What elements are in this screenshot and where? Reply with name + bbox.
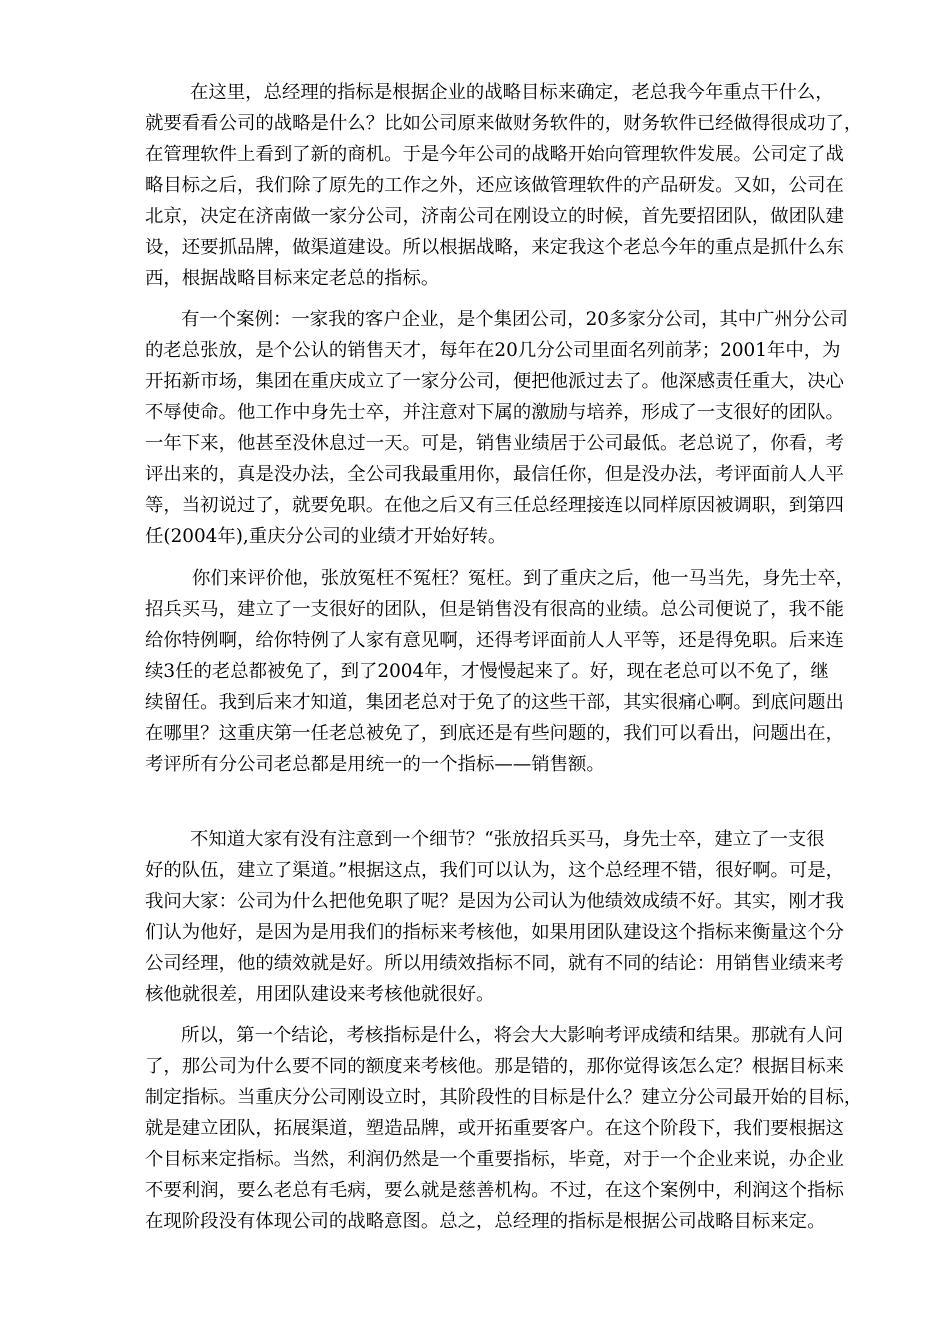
text-line: 你们来评价他，张放冤枉不冤枉？冤枉。到了重庆之后，他一马当先，身先士卒， [192, 568, 855, 589]
text-line: 招兵买马，建立了一支很好的团队，但是销售没有很高的业绩。总公司便说了，我不能 [145, 599, 844, 620]
paragraph-evaluation [145, 563, 885, 780]
text-line: 所以，第一个结论，考核指标是什么，将会大大影响考评成绩和结果。那就有人问 [181, 1025, 844, 1046]
text-line: 不要利润，要么老总有毛病，要么就是慈善机构。不过，在这个案例中，利润这个指标 [145, 1180, 844, 1201]
text-line: 等，当初说过了，就要免职。在他之后又有三任总经理接连以同样原因被调职，到第四 [145, 495, 844, 516]
paragraph-detail [145, 824, 885, 1010]
text-line: 们认为他好，是因为是用我们的指标来考核他，如果用团队建设这个指标来衡量这个分 [145, 922, 844, 943]
text-line: 任(2004年),重庆分公司的业绩才开始好转。 [145, 526, 507, 547]
text-line: 在管理软件上看到了新的商机。于是今年公司的战略开始向管理软件发展。公司定了战 [145, 144, 844, 165]
text-line: 设，还要抓品牌，做渠道建设。所以根据战略，来定我这个老总今年的重点是抓什么东 [145, 237, 844, 258]
text-line: 给你特例啊，给你特例了人家有意见啊，还得考评面前人人平等，还是得免职。后来连 [145, 630, 844, 651]
text-line: 好的队伍，建立了渠道。”根据这点，我们可以认为，这个总经理不错，很好啊。可是， [145, 860, 845, 881]
text-line: 就要看看公司的战略是什么？比如公司原来做财务软件的，财务软件已经做得很成功了， [145, 113, 863, 134]
paragraph-case-study [145, 304, 885, 552]
text-line: 在现阶段没有体现公司的战略意图。总之，总经理的指标是根据公司战略目标来定。 [145, 1211, 826, 1232]
text-line: 了，那公司为什么要不同的额度来考核他。那是错的，那你觉得该怎么定？根据目标来 [145, 1056, 844, 1077]
text-line: 不知道大家有没有注意到一个细节？“张放招兵买马，身先士卒，建立了一支很 [190, 829, 825, 850]
text-line: 在这里，总经理的指标是根据企业的战略目标来确定，老总我今年重点干什么， [190, 82, 834, 103]
text-line: 我问大家：公司为什么把他免职了呢？是因为公司认为他绩效成绩不好。其实，刚才我 [145, 891, 844, 912]
text-line: 评出来的，真是没办法，全公司我最重用你，最信任你，但是没办法，考评面前人人平 [145, 464, 844, 485]
text-line: 续留任。我到后来才知道，集团老总对于免了的这些干部，其实很痛心啊。到底问题出 [145, 692, 844, 713]
text-line: 就是建立团队，拓展渠道，塑造品牌，或开拓重要客户。在这个阶段下，我们要根据这 [145, 1118, 844, 1139]
text-line: 考评所有分公司老总都是用统一的一个指标——销售额。 [145, 754, 605, 775]
text-line: 开拓新市场，集团在重庆成立了一家分公司，便把他派过去了。他深感责任重大，决心 [145, 371, 844, 392]
text-line: 续3任的老总都被免了，到了2004年，才慢慢起来了。好，现在老总可以不免了，继 [145, 661, 829, 682]
text-line: 公司经理，他的绩效就是好。所以用绩效指标不同，就有不同的结论：用销售业绩来考 [145, 953, 844, 974]
text-line: 不辱使命。他工作中身先士卒，并注意对下属的激励与培养，形成了一支很好的团队。 [145, 402, 844, 423]
text-line: 有一个案例：一家我的客户企业，是个集团公司，20多家分公司，其中广州分公司 [181, 309, 849, 330]
text-line: 制定指标。当重庆分公司刚设立时，其阶段性的目标是什么？建立分公司最开始的目标， [145, 1087, 863, 1108]
paragraph-conclusion [145, 1020, 885, 1237]
paragraph-strategy-goals [145, 77, 885, 294]
text-line: 略目标之后，我们除了原先的工作之外，还应该做管理软件的产品研发。又如，公司在 [145, 175, 844, 196]
text-line: 北京，决定在济南做一家分公司，济南公司在刚设立的时候，首先要招团队，做团队建 [145, 206, 844, 227]
text-line: 一年下来，他甚至没休息过一天。可是，销售业绩居于公司最低。老总说了，你看，考 [145, 433, 844, 454]
text-line: 西，根据战略目标来定老总的指标。 [145, 268, 440, 289]
text-line: 在哪里？这重庆第一任老总被免了，到底还是有些问题的，我们可以看出，问题出在， [145, 723, 844, 744]
text-line: 个目标来定指标。当然，利润仍然是一个重要指标，毕竟，对于一个企业来说，办企业 [145, 1149, 844, 1170]
text-line: 核他就很差，用团队建设来考核他就很好。 [145, 984, 495, 1005]
text-line: 的老总张放，是个公认的销售天才，每年在20几分公司里面名列前茅；2001年中，为 [145, 340, 841, 361]
